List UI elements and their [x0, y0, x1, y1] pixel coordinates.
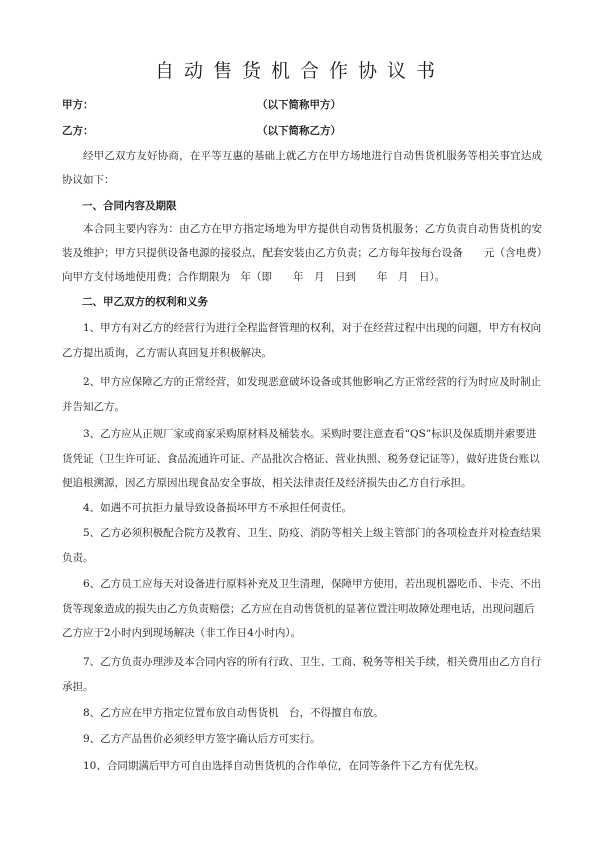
section2-heading: 二、甲乙双方的权利和义务: [82, 296, 208, 308]
party-b-note: （以下简称乙方）: [257, 125, 341, 137]
party-b-label: 乙方：: [62, 125, 94, 137]
party-a-note: （以下简称甲方）: [257, 99, 341, 111]
clause-8: 8、乙方应在甲方指定位置布放自动售货机 台，不得擅自布放。: [83, 707, 384, 719]
party-a-label: 甲方：: [62, 99, 94, 111]
clause-6: 6、乙方员工应每天对设备进行原料补充及卫生清理，保障甲方使用，若出现机器吃币、卡壳、不出货等现象造成的损失由乙方负责赔偿；乙方应在自动售货机的显著位置注明故障处理电话，出现问题后乙方应于2小时内到现场解决（非工作日4小时内）。: [62, 578, 542, 639]
document-title: 自动售货机合作协议书: [154, 60, 445, 82]
clause-9: 9、乙方产品售价必须经甲方签字确认后方可实行。: [83, 733, 321, 745]
clause-1: 1、甲方有对乙方的经营行为进行全程监督管理的权利，对于在经营过程中出现的问题，甲方有权向乙方提出质询，乙方需认真回复并积极解决。: [62, 322, 542, 359]
clause-3: 3、乙方应从正规厂家或商家采购原材料及桶装水。采购时要注意查看“QS”标识及保质期并索要进货凭证（卫生许可证、食品流通许可证、产品批次合格证、营业执照、税务登记证等），做好进货台账以便追根溯源，因乙方原因出现食品安全事故，相关法律责任及经济损失由乙方自行承担。: [62, 428, 540, 489]
clause-4: 4、如遇不可抗拒力量导致设备损坏甲方不承担任何责任。: [83, 502, 353, 514]
clause-5: 5、乙方必须积极配合院方及教育、卫生、防疫、消防等相关上级主管部门的各项检查并对检查结果负责。: [62, 527, 542, 564]
intro-paragraph: 经甲乙双方友好协商，在平等互惠的基础上就乙方在甲方场地进行自动售货机服务等相关事宜达成协议如下：: [62, 150, 542, 186]
section1-heading: 一、合同内容及期限: [82, 200, 177, 212]
clause-7: 7、乙方负责办理涉及本合同内容的所有行政、卫生、工商、税务等相关手续，相关费用由乙方自行承担。: [62, 656, 542, 693]
section1-body: 本合同主要内容为：由乙方在甲方指定场地为甲方提供自动售货机服务；乙方负责自动售货机的安装及维护；甲方只提供设备电源的接驳点，配套安装由乙方负责；乙方每年按每台设备 元（含电费）向甲方支付场地使用费；合作期限为 年（即 年 月 日到 年 月 日）。: [62, 223, 542, 283]
clause-10: 10、合同期满后甲方可自由选择自动售货机的合作单位，在同等条件下乙方有优先权。: [83, 760, 485, 772]
clause-2: 2、甲方应保障乙方的正常经营，如发现恶意破坏设备或其他影响乙方正常经营的行为时应及时制止并告知乙方。: [62, 376, 542, 413]
